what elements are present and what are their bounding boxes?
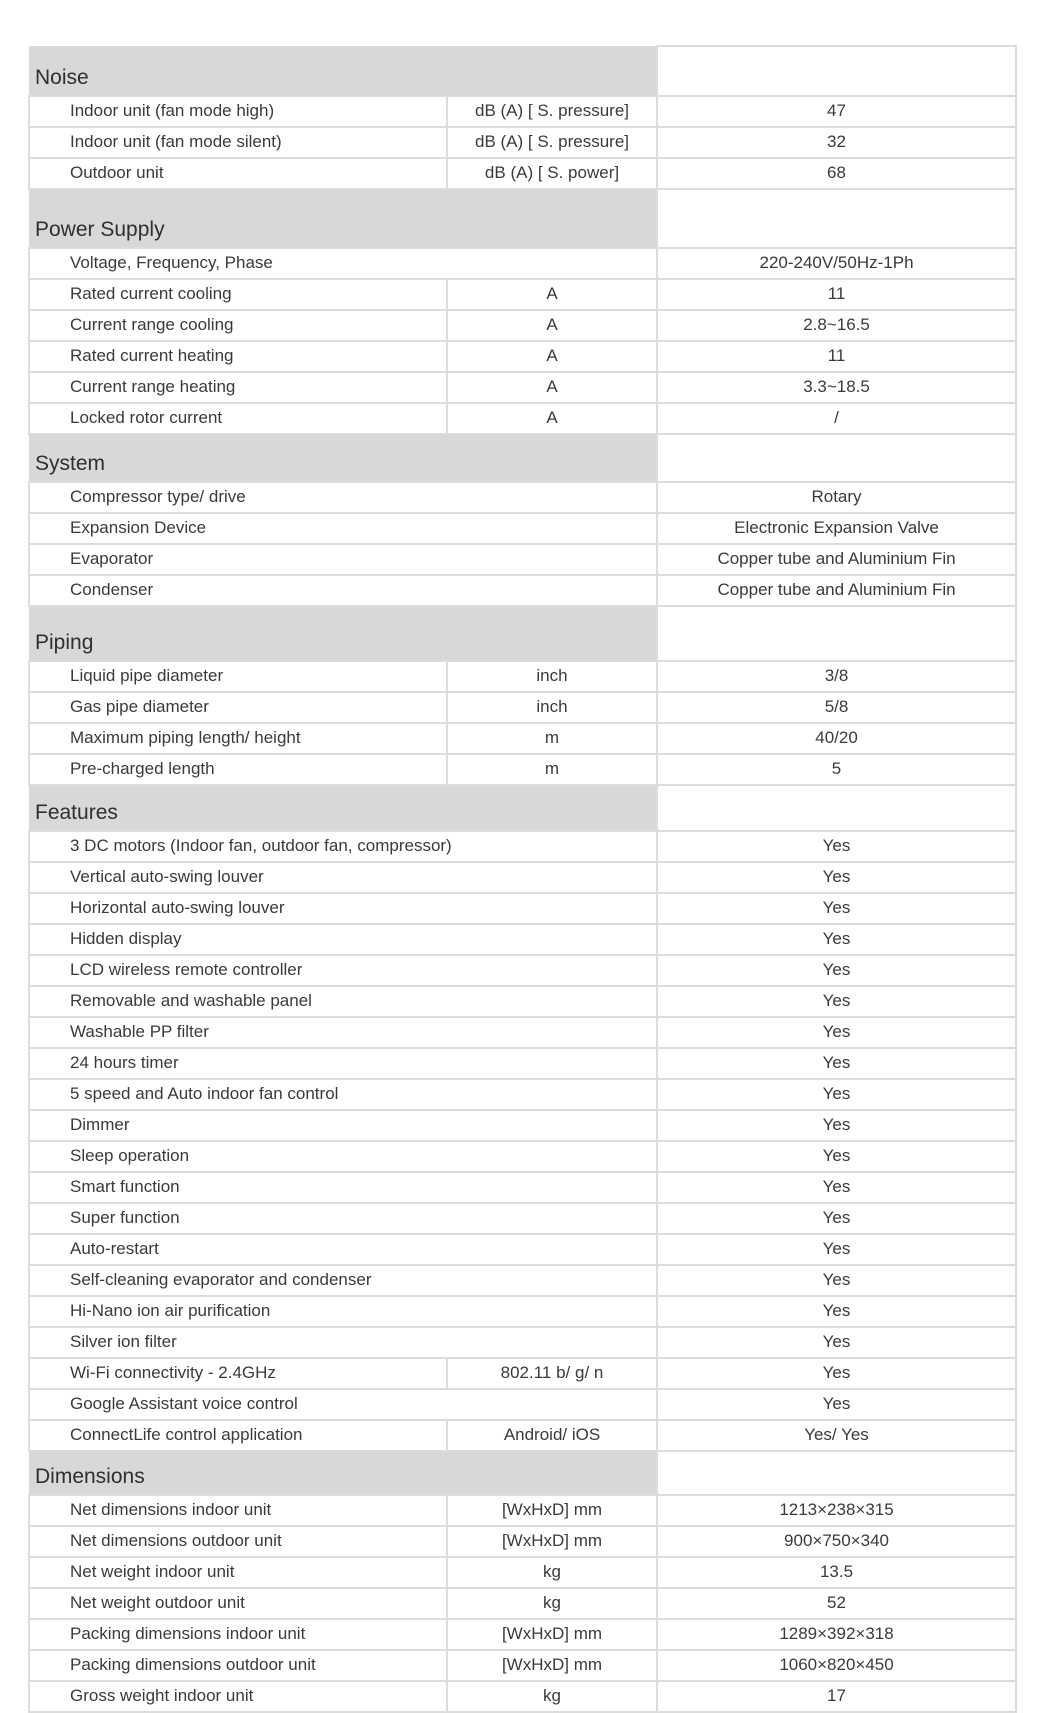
spec-label: Packing dimensions indoor unit xyxy=(29,1619,447,1650)
spec-value: 52 xyxy=(657,1588,1016,1619)
spec-label: Current range cooling xyxy=(29,310,447,341)
spec-value: Yes xyxy=(657,1110,1016,1141)
spec-row xyxy=(29,661,1016,692)
spec-value: Yes xyxy=(657,1141,1016,1172)
spec-unit: kg xyxy=(447,1588,657,1619)
spec-label: Dimmer xyxy=(29,1110,657,1141)
spec-label: Pre-charged length xyxy=(29,754,447,785)
spec-label: Indoor unit (fan mode silent) xyxy=(29,127,447,158)
section-title: Piping xyxy=(29,606,657,661)
section-title: System xyxy=(29,434,657,482)
spec-row xyxy=(29,96,1016,127)
spec-row xyxy=(29,1327,1016,1358)
section-header-row xyxy=(29,189,1016,248)
spec-unit: dB (A) [ S. power] xyxy=(447,158,657,189)
spec-label: Rated current cooling xyxy=(29,279,447,310)
spec-row xyxy=(29,1389,1016,1420)
spec-row xyxy=(29,986,1016,1017)
spec-row xyxy=(29,403,1016,434)
spec-value: Yes xyxy=(657,1389,1016,1420)
spec-value: 11 xyxy=(657,279,1016,310)
spec-label: Hi-Nano ion air purification xyxy=(29,1296,657,1327)
spec-row xyxy=(29,1141,1016,1172)
spec-unit: kg xyxy=(447,1681,657,1712)
section-header-row xyxy=(29,1451,1016,1495)
spec-unit: m xyxy=(447,754,657,785)
spec-value: 5/8 xyxy=(657,692,1016,723)
spec-row xyxy=(29,1358,1016,1389)
spec-row xyxy=(29,341,1016,372)
spec-label: Self-cleaning evaporator and condenser xyxy=(29,1265,657,1296)
section-header-row xyxy=(29,606,1016,661)
spec-row xyxy=(29,955,1016,986)
spec-unit: dB (A) [ S. pressure] xyxy=(447,96,657,127)
spec-label: Vertical auto-swing louver xyxy=(29,862,657,893)
spec-row xyxy=(29,1619,1016,1650)
section-header-row xyxy=(29,434,1016,482)
spec-row xyxy=(29,1650,1016,1681)
spec-unit: inch xyxy=(447,692,657,723)
spec-value: Copper tube and Aluminium Fin xyxy=(657,575,1016,606)
spec-label: Voltage, Frequency, Phase xyxy=(29,248,657,279)
spec-label: Liquid pipe diameter xyxy=(29,661,447,692)
spec-row xyxy=(29,1296,1016,1327)
spec-row xyxy=(29,1110,1016,1141)
spec-value: 900×750×340 xyxy=(657,1526,1016,1557)
spec-unit: [WxHxD] mm xyxy=(447,1526,657,1557)
spec-unit: A xyxy=(447,310,657,341)
spec-row xyxy=(29,1048,1016,1079)
spec-label: Horizontal auto-swing louver xyxy=(29,893,657,924)
spec-row xyxy=(29,1203,1016,1234)
spec-label: Packing dimensions outdoor unit xyxy=(29,1650,447,1681)
section-title: Features xyxy=(29,785,657,831)
spec-label: 3 DC motors (Indoor fan, outdoor fan, compressor) xyxy=(29,831,657,862)
spec-value: 2.8~16.5 xyxy=(657,310,1016,341)
spec-unit: inch xyxy=(447,661,657,692)
spec-value: 1060×820×450 xyxy=(657,1650,1016,1681)
spec-row xyxy=(29,310,1016,341)
spec-label: Current range heating xyxy=(29,372,447,403)
spec-label: Compressor type/ drive xyxy=(29,482,657,513)
spec-row xyxy=(29,754,1016,785)
spec-label: Condenser xyxy=(29,575,657,606)
spec-label: Outdoor unit xyxy=(29,158,447,189)
spec-value: Yes xyxy=(657,862,1016,893)
spec-row xyxy=(29,1681,1016,1712)
spec-label: Smart function xyxy=(29,1172,657,1203)
spec-row xyxy=(29,544,1016,575)
spec-unit: kg xyxy=(447,1557,657,1588)
spec-sheet xyxy=(28,45,1015,1713)
section-empty-value-cell xyxy=(657,1451,1016,1495)
spec-unit: Android/ iOS xyxy=(447,1420,657,1451)
spec-table-body xyxy=(29,46,1016,1712)
spec-row xyxy=(29,924,1016,955)
spec-row xyxy=(29,1265,1016,1296)
spec-row xyxy=(29,1017,1016,1048)
spec-value: Yes xyxy=(657,986,1016,1017)
spec-unit: A xyxy=(447,279,657,310)
spec-row xyxy=(29,723,1016,754)
spec-value: 11 xyxy=(657,341,1016,372)
spec-row xyxy=(29,1588,1016,1619)
spec-label: Evaporator xyxy=(29,544,657,575)
section-title: Noise xyxy=(29,46,657,96)
spec-label: Net weight indoor unit xyxy=(29,1557,447,1588)
section-empty-value-cell xyxy=(657,189,1016,248)
spec-label: Locked rotor current xyxy=(29,403,447,434)
section-header-row xyxy=(29,46,1016,96)
spec-value: Yes xyxy=(657,1172,1016,1203)
spec-value: Yes xyxy=(657,924,1016,955)
spec-row xyxy=(29,893,1016,924)
spec-label: Net weight outdoor unit xyxy=(29,1588,447,1619)
spec-unit: A xyxy=(447,372,657,403)
spec-row xyxy=(29,279,1016,310)
spec-value: 5 xyxy=(657,754,1016,785)
spec-value: 40/20 xyxy=(657,723,1016,754)
spec-value: Yes xyxy=(657,1265,1016,1296)
spec-value: Yes/ Yes xyxy=(657,1420,1016,1451)
spec-row xyxy=(29,1495,1016,1526)
spec-label: Indoor unit (fan mode high) xyxy=(29,96,447,127)
spec-label: Wi-Fi connectivity - 2.4GHz xyxy=(29,1358,447,1389)
spec-unit: dB (A) [ S. pressure] xyxy=(447,127,657,158)
spec-row xyxy=(29,1172,1016,1203)
spec-value: Copper tube and Aluminium Fin xyxy=(657,544,1016,575)
spec-value: 3.3~18.5 xyxy=(657,372,1016,403)
spec-row xyxy=(29,127,1016,158)
spec-row xyxy=(29,1557,1016,1588)
spec-value: Yes xyxy=(657,1327,1016,1358)
spec-label: Expansion Device xyxy=(29,513,657,544)
spec-value: Yes xyxy=(657,955,1016,986)
spec-label: Removable and washable panel xyxy=(29,986,657,1017)
spec-row xyxy=(29,482,1016,513)
spec-value: Yes xyxy=(657,1296,1016,1327)
spec-value: Yes xyxy=(657,1234,1016,1265)
spec-unit: 802.11 b/ g/ n xyxy=(447,1358,657,1389)
section-header-row xyxy=(29,785,1016,831)
section-empty-value-cell xyxy=(657,46,1016,96)
spec-value: Yes xyxy=(657,1358,1016,1389)
spec-unit: [WxHxD] mm xyxy=(447,1619,657,1650)
spec-label: Rated current heating xyxy=(29,341,447,372)
spec-value: Yes xyxy=(657,831,1016,862)
spec-row xyxy=(29,248,1016,279)
spec-value: 68 xyxy=(657,158,1016,189)
spec-row xyxy=(29,513,1016,544)
spec-value: Yes xyxy=(657,1079,1016,1110)
section-empty-value-cell xyxy=(657,606,1016,661)
spec-label: Sleep operation xyxy=(29,1141,657,1172)
spec-label: Gas pipe diameter xyxy=(29,692,447,723)
spec-unit: A xyxy=(447,403,657,434)
spec-row xyxy=(29,372,1016,403)
spec-label: Hidden display xyxy=(29,924,657,955)
spec-label: LCD wireless remote controller xyxy=(29,955,657,986)
section-empty-value-cell xyxy=(657,785,1016,831)
spec-unit: [WxHxD] mm xyxy=(447,1650,657,1681)
spec-row xyxy=(29,692,1016,723)
spec-table xyxy=(28,45,1017,1713)
spec-label: ConnectLife control application xyxy=(29,1420,447,1451)
spec-value: / xyxy=(657,403,1016,434)
spec-value: Yes xyxy=(657,893,1016,924)
spec-label: Gross weight indoor unit xyxy=(29,1681,447,1712)
spec-label: Auto-restart xyxy=(29,1234,657,1265)
spec-row xyxy=(29,1420,1016,1451)
spec-label: Google Assistant voice control xyxy=(29,1389,657,1420)
spec-label: Super function xyxy=(29,1203,657,1234)
spec-label: Washable PP filter xyxy=(29,1017,657,1048)
spec-value: 220-240V/50Hz-1Ph xyxy=(657,248,1016,279)
spec-value: 17 xyxy=(657,1681,1016,1712)
spec-unit: A xyxy=(447,341,657,372)
spec-value: 32 xyxy=(657,127,1016,158)
spec-label: Net dimensions indoor unit xyxy=(29,1495,447,1526)
spec-unit: [WxHxD] mm xyxy=(447,1495,657,1526)
spec-label: 24 hours timer xyxy=(29,1048,657,1079)
section-empty-value-cell xyxy=(657,434,1016,482)
spec-value: 3/8 xyxy=(657,661,1016,692)
section-title: Dimensions xyxy=(29,1451,657,1495)
spec-value: 1289×392×318 xyxy=(657,1619,1016,1650)
spec-unit: m xyxy=(447,723,657,754)
spec-value: 47 xyxy=(657,96,1016,127)
spec-row xyxy=(29,862,1016,893)
spec-row xyxy=(29,158,1016,189)
spec-row xyxy=(29,575,1016,606)
spec-label: Net dimensions outdoor unit xyxy=(29,1526,447,1557)
spec-row xyxy=(29,1526,1016,1557)
spec-value: 13.5 xyxy=(657,1557,1016,1588)
spec-label: Maximum piping length/ height xyxy=(29,723,447,754)
spec-label: Silver ion filter xyxy=(29,1327,657,1358)
spec-row xyxy=(29,1234,1016,1265)
spec-label: 5 speed and Auto indoor fan control xyxy=(29,1079,657,1110)
spec-value: Yes xyxy=(657,1017,1016,1048)
spec-value: Rotary xyxy=(657,482,1016,513)
spec-value: Electronic Expansion Valve xyxy=(657,513,1016,544)
spec-value: Yes xyxy=(657,1203,1016,1234)
section-title: Power Supply xyxy=(29,189,657,248)
spec-value: Yes xyxy=(657,1048,1016,1079)
spec-row xyxy=(29,1079,1016,1110)
spec-row xyxy=(29,831,1016,862)
spec-value: 1213×238×315 xyxy=(657,1495,1016,1526)
